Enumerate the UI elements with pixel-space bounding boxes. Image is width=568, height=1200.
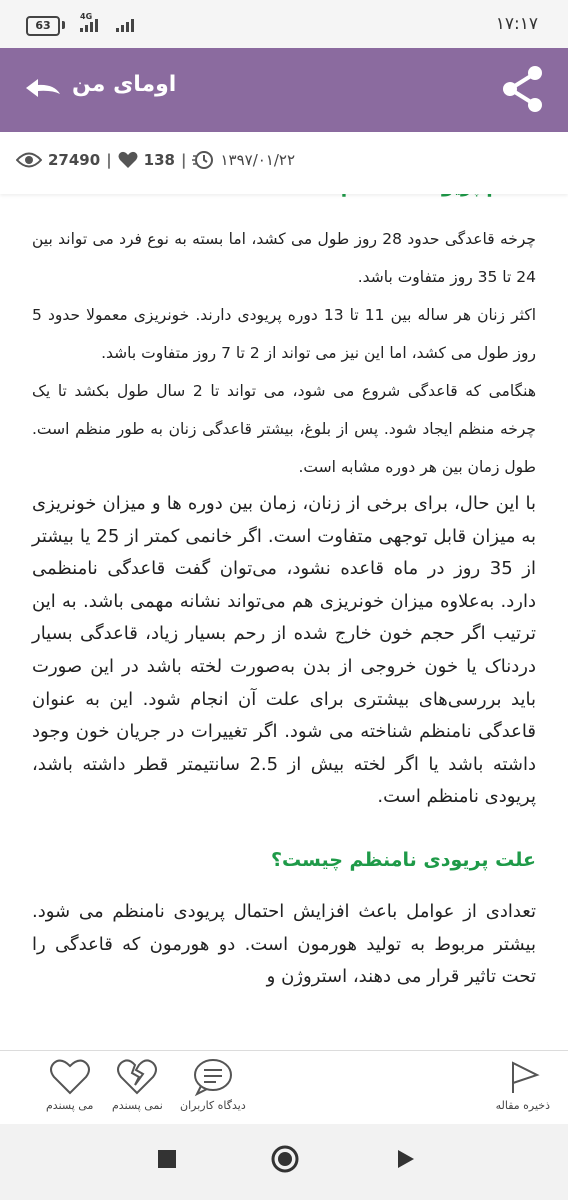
view-count: 27490 — [48, 151, 101, 169]
dislike-label: نمی پسندم — [112, 1099, 163, 1112]
dislike-button[interactable] — [112, 1057, 163, 1112]
status-time: ۱۷:۱۷ — [495, 14, 538, 34]
clock-icon — [192, 150, 214, 170]
save-article-button[interactable] — [496, 1057, 550, 1112]
like-label: می پسندم — [46, 1099, 94, 1112]
battery-indicator: 63 — [26, 16, 60, 36]
user-comments-label: دیدگاه کاربران — [180, 1099, 246, 1112]
eye-icon — [16, 151, 42, 169]
article-paragraph: هنگامی که قاعدگی شروع می شود، می تواند تا 2 سال طول بکشد تا یک چرخه منظم ایجاد شود. پس از بلوغ، بیشتر قاعدگی زنان به طور منظم است. طول زمان بین هر دوره مشابه است. — [32, 382, 536, 476]
signal-icon-2 — [116, 16, 140, 32]
article-paragraph: اکثر زنان هر ساله بین 11 تا 13 دوره پریودی دارند. خونریزی معمولا حدود 5 روز طول می کشد، اما این نیز می تواند از 2 تا 7 روز متفاوت باشد. — [32, 306, 537, 362]
article-paragraph: تعدادی از عوامل باعث افزایش احتمال پریودی نامنظم می شود. بیشتر مربوط به تولید هورمون است. دو هورمون که قاعدگی را تحت تاثیر قرار می دهند، استروژن و — [32, 900, 536, 988]
broken-heart-icon — [115, 1057, 159, 1097]
app-bar — [0, 48, 568, 132]
app-title: اومای من — [72, 72, 177, 97]
article-paragraph: چرخه قاعدگی حدود 28 روز طول می کشد، اما بسته به نوع فرد می تواند بین 24 تا 35 روز متفاوت باشد. — [32, 230, 536, 286]
article-body[interactable] — [0, 132, 568, 1050]
article-meta-bar — [0, 132, 568, 194]
status-bar — [0, 0, 568, 48]
user-comments-button[interactable] — [180, 1057, 246, 1112]
comment-bubble-icon — [191, 1057, 235, 1097]
article-action-bar — [0, 1050, 568, 1125]
like-count: 138 — [143, 151, 175, 169]
back-triangle-icon[interactable] — [394, 1148, 416, 1170]
flag-icon — [503, 1057, 543, 1097]
heart-icon — [118, 151, 138, 169]
recent-apps-icon[interactable] — [156, 1148, 178, 1170]
section-heading: علت پریودی نامنظم چیست؟ — [271, 848, 536, 871]
publish-date: ۱۳۹۷/۰۱/۲۲ — [220, 151, 296, 169]
network-type: 4G — [80, 12, 93, 21]
back-arrow-icon[interactable] — [22, 74, 64, 102]
meta-separator: | — [106, 151, 112, 169]
article-paragraph: با این حال، برای برخی از زنان، زمان بین دوره ها و میزان خونریزی به میزان قابل توجهی متفاوت است. اگر خانمی کمتر از 25 یا بیشتر از 35 روز در ماه قاعده نشود، می‌توان گفت قاعدگی نامنظمی دارد. به‌علاوه میزان خونریزی هم می‌تواند نشانه مهمی باشد. به این ترتیب اگر حجم خون خارج شده از رحم بسیار زیاد، قاعدگی بسیار دردناک یا خون خروجی از بدن به‌صورت لخته باشد در این صورت باید بررسی‌های بیشتری برای علت آن انجام شود. این به عنوان قاعدگی نامنظم شناخته می شود. اگر تغییرات در جریان خون وجود داشته باشد یا اگر لخته بیش از 2.5 سانتیمتر قطر داشته باشد، پریودی نامنظم است. — [32, 493, 536, 808]
home-icon[interactable] — [270, 1144, 300, 1174]
save-article-label: ذخیره مقاله — [495, 1099, 550, 1112]
system-nav-bar — [0, 1124, 568, 1200]
meta-separator: | — [180, 151, 187, 169]
battery-tip — [62, 21, 65, 29]
heart-outline-icon — [48, 1057, 92, 1097]
like-button[interactable] — [46, 1057, 93, 1112]
share-icon[interactable] — [498, 64, 546, 114]
signal-icon — [80, 16, 114, 32]
